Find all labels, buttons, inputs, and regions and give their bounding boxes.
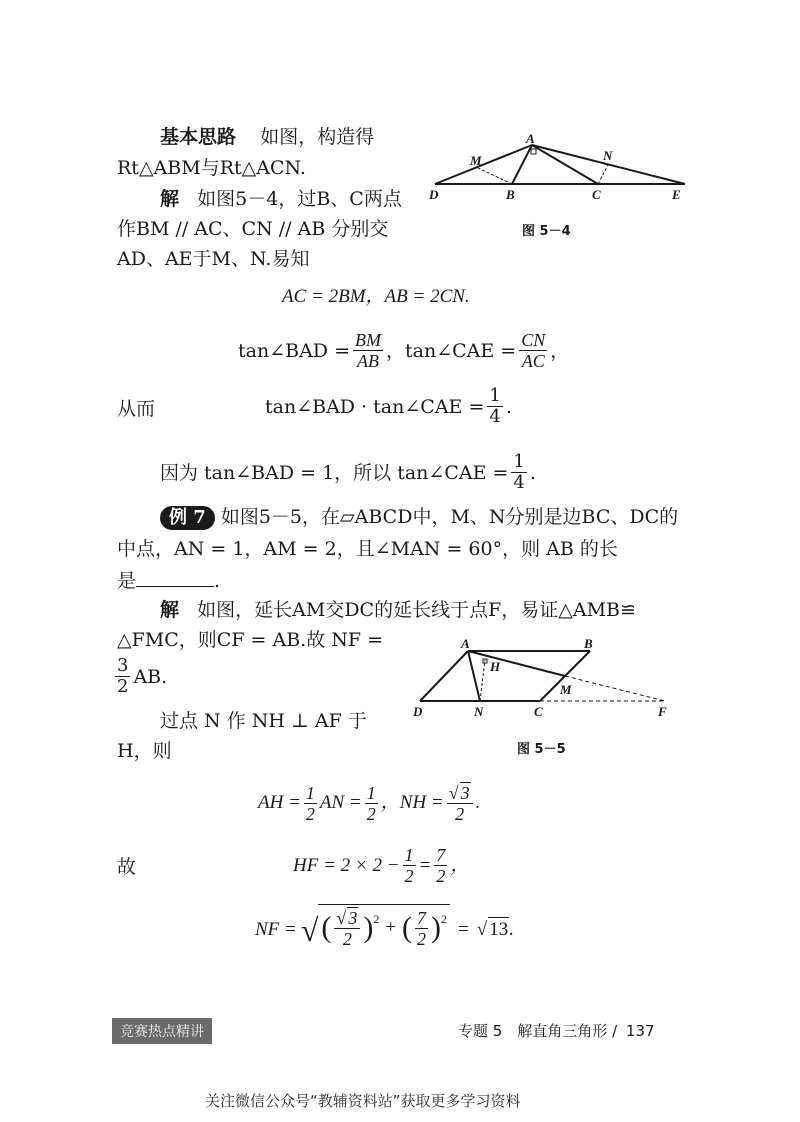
solution1-line3: AD、AE于M、N.易知	[117, 248, 310, 270]
solution2-eq1	[258, 782, 480, 824]
eq-nf-radicand	[318, 904, 450, 949]
eq3-den: 4	[489, 406, 501, 427]
answer-blank[interactable]	[136, 568, 214, 587]
solution1-eq3	[265, 386, 512, 427]
eq-ah-f1-num: 1	[305, 782, 315, 803]
eq3-left: tan∠BAD · tan∠CAE =	[265, 395, 485, 418]
fig55-line-mf	[565, 676, 665, 701]
figure-5-5	[405, 636, 690, 726]
fig54-right-angle	[531, 149, 536, 154]
fig54-line-da	[435, 145, 532, 184]
example7-line2: 中点，AN = 1，AM = 2，且∠MAN = 60°，则 AB 的长	[117, 538, 618, 560]
fig54-line-ac	[532, 145, 598, 184]
solution2-line3	[112, 656, 167, 697]
eq-nf-in-frac1	[334, 907, 360, 949]
fig54-line-bm	[478, 168, 512, 184]
eq-hf-b: =	[418, 854, 432, 876]
example7-line3-post: .	[214, 570, 221, 592]
solution1-because	[160, 452, 536, 493]
eq-ah-end: .	[475, 792, 481, 813]
eq2-end: ，	[550, 339, 570, 362]
line3-post: AB.	[133, 665, 168, 688]
fig55-label-n: N	[474, 704, 484, 719]
footer-section-text: 专题 5 解直角三角形 /	[458, 1022, 618, 1040]
fig54-label-m: M	[470, 153, 482, 168]
example7-line3-pre: 是	[117, 570, 137, 592]
from-label: 从而	[117, 398, 156, 420]
fig55-line-an	[468, 651, 480, 701]
eq-nf-in-frac2	[415, 908, 428, 949]
eq3-frac	[487, 386, 502, 427]
eq2-left: tan∠BAD =	[238, 339, 350, 362]
example7-badge: 例 7	[160, 506, 215, 530]
fig54-label-e: E	[672, 187, 681, 202]
eq2-frac1-num: BM	[355, 330, 381, 350]
fig54-caption: 图 5－4	[522, 224, 571, 239]
eq3-end: .	[505, 395, 512, 418]
eq-ah-b: AN =	[319, 792, 362, 813]
eq-hf-frac1	[403, 845, 416, 886]
eq2-frac2	[519, 330, 547, 371]
eq-ah-c: ，NH =	[380, 792, 444, 813]
fig54-label-b: B	[506, 187, 515, 202]
eq-nf-eq: =	[458, 918, 469, 940]
gu-label: 故	[117, 856, 137, 878]
eq-ah-frac3	[447, 782, 473, 824]
intro-line2: Rt△ABM与Rt△ACN.	[117, 157, 306, 179]
fig54-label-d: D	[429, 187, 439, 202]
because-frac	[511, 452, 526, 493]
fig55-label-d: D	[413, 704, 423, 719]
eq-nf-root-sign: √	[300, 911, 319, 948]
solution1-line1	[160, 187, 402, 211]
fig54-label-c: C	[592, 187, 601, 202]
figure-5-4	[420, 132, 690, 207]
eq-nf-root2-sign: √	[476, 918, 488, 940]
eq2-mid: ，tan∠CAE =	[386, 339, 517, 362]
fig55-caption: 图 5－5	[517, 742, 566, 757]
eq3-num: 1	[489, 385, 501, 406]
eq-ah-f2-den: 2	[366, 803, 376, 824]
line3-frac	[115, 656, 130, 697]
fig55-label-a: A	[461, 636, 470, 651]
eq-hf-f1-den: 2	[404, 866, 414, 886]
eq-ah-a: AH =	[258, 792, 301, 813]
solution1-line1-text: 如图5－4，过B、C两点	[197, 188, 402, 210]
fig55-label-h: H	[490, 659, 501, 674]
fig54-label-a: A	[526, 132, 535, 146]
footer-watermark: 关注微信公众号“教辅资料站”获取更多学习资料	[205, 1092, 521, 1110]
eq-nf-sq2: 2	[441, 912, 448, 926]
fig55-label-c: C	[534, 704, 543, 719]
solution2-line1-text: 如图，延长AM交DC的延长线于点F，易证△AMB≌	[197, 599, 636, 621]
solution2-eq2	[293, 845, 469, 886]
eq-nf-rparen1: )	[363, 911, 374, 944]
because-end: .	[529, 461, 536, 484]
page-number: 137	[625, 1022, 655, 1040]
eq-nf-a: NF =	[255, 918, 297, 940]
solution1-line2: 作BM // AC、CN // AB 分别交	[117, 218, 389, 240]
eq-nf-in-f1-den: 2	[342, 929, 352, 949]
eq-nf-sq1: 2	[373, 912, 380, 926]
because-text: 因为 tan∠BAD = 1，所以 tan∠CAE =	[160, 461, 509, 484]
eq-nf-lparen2: (	[402, 911, 413, 944]
fig55-line-da	[420, 651, 468, 701]
eq-hf-frac2	[434, 845, 447, 886]
eq2-frac1	[353, 330, 383, 371]
example7-line1	[160, 505, 678, 530]
solution1-label: 解	[160, 188, 180, 210]
eq-hf-f1-num: 1	[404, 845, 414, 865]
eq2-frac1-den: AB	[357, 351, 379, 371]
because-den: 4	[513, 472, 525, 493]
solution1-eq1: AC = 2BM，AB = 2CN.	[282, 286, 470, 307]
solution2-label: 解	[160, 599, 180, 621]
eq-nf-root2-radicand: 13	[489, 919, 509, 940]
eq-ah-frac2	[365, 783, 378, 824]
eq-nf-plus: +	[385, 917, 397, 938]
fig55-label-f: F	[658, 704, 667, 719]
eq2-frac2-den: AC	[521, 351, 545, 371]
because-num: 1	[513, 451, 525, 472]
solution2-line2: △FMC，则CF = AB.故 NF =	[117, 629, 384, 651]
footer-section	[458, 1020, 655, 1041]
eq-ah-f2-num: 1	[366, 782, 376, 803]
eq-nf-in-f2-den: 2	[417, 928, 427, 949]
eq-nf-in-f1-num: √ 3	[334, 907, 360, 929]
solution2-line4: 过点 N 作 NH ⊥ AF 于	[160, 710, 367, 732]
line3-den: 2	[117, 676, 129, 697]
fig54-label-n: N	[603, 148, 613, 163]
eq-ah-f3-den: 2	[455, 804, 465, 824]
fig55-line-nh	[480, 660, 485, 701]
eq-nf-lparen1: (	[321, 911, 332, 944]
example7-line1-text: 如图5－5，在▱ABCD中，M、N分别是边BC、DC的	[220, 506, 679, 528]
intro-heading: 基本思路	[160, 126, 237, 148]
eq-hf-end: ，	[450, 854, 470, 876]
eq-hf-f2-num: 7	[436, 845, 446, 865]
eq-ah-f3-radicand: 3	[460, 783, 470, 803]
eq-nf-end: .	[509, 918, 514, 940]
eq2-frac2-num: CN	[521, 330, 546, 350]
eq-nf-in-f1-radicand: 3	[348, 908, 358, 928]
eq-nf-in-f2-num: 7	[417, 907, 427, 928]
solution2-line1	[160, 598, 636, 622]
intro-line1	[160, 125, 374, 149]
line3-num: 3	[117, 655, 129, 676]
fig54-line-cn	[598, 163, 609, 184]
eq-nf-rparen2: )	[431, 911, 442, 944]
fig55-label-m: M	[560, 682, 572, 697]
eq-ah-f1-den: 2	[305, 803, 315, 824]
eq-ah-frac1	[304, 783, 317, 824]
solution2-line5: H，则	[117, 740, 172, 762]
eq-ah-f3-num: √ 3	[447, 782, 473, 804]
intro-line1-text: 如图，构造得	[260, 126, 375, 148]
solution2-eq3	[255, 907, 514, 949]
fig55-label-b: B	[584, 636, 593, 651]
eq-hf-f2-den: 2	[436, 866, 446, 886]
eq-hf-a: HF = 2 × 2 −	[293, 854, 400, 876]
footer-tag: 竞赛热点精讲	[112, 1018, 212, 1044]
solution1-eq2	[238, 330, 569, 371]
example7-line3	[117, 568, 220, 593]
